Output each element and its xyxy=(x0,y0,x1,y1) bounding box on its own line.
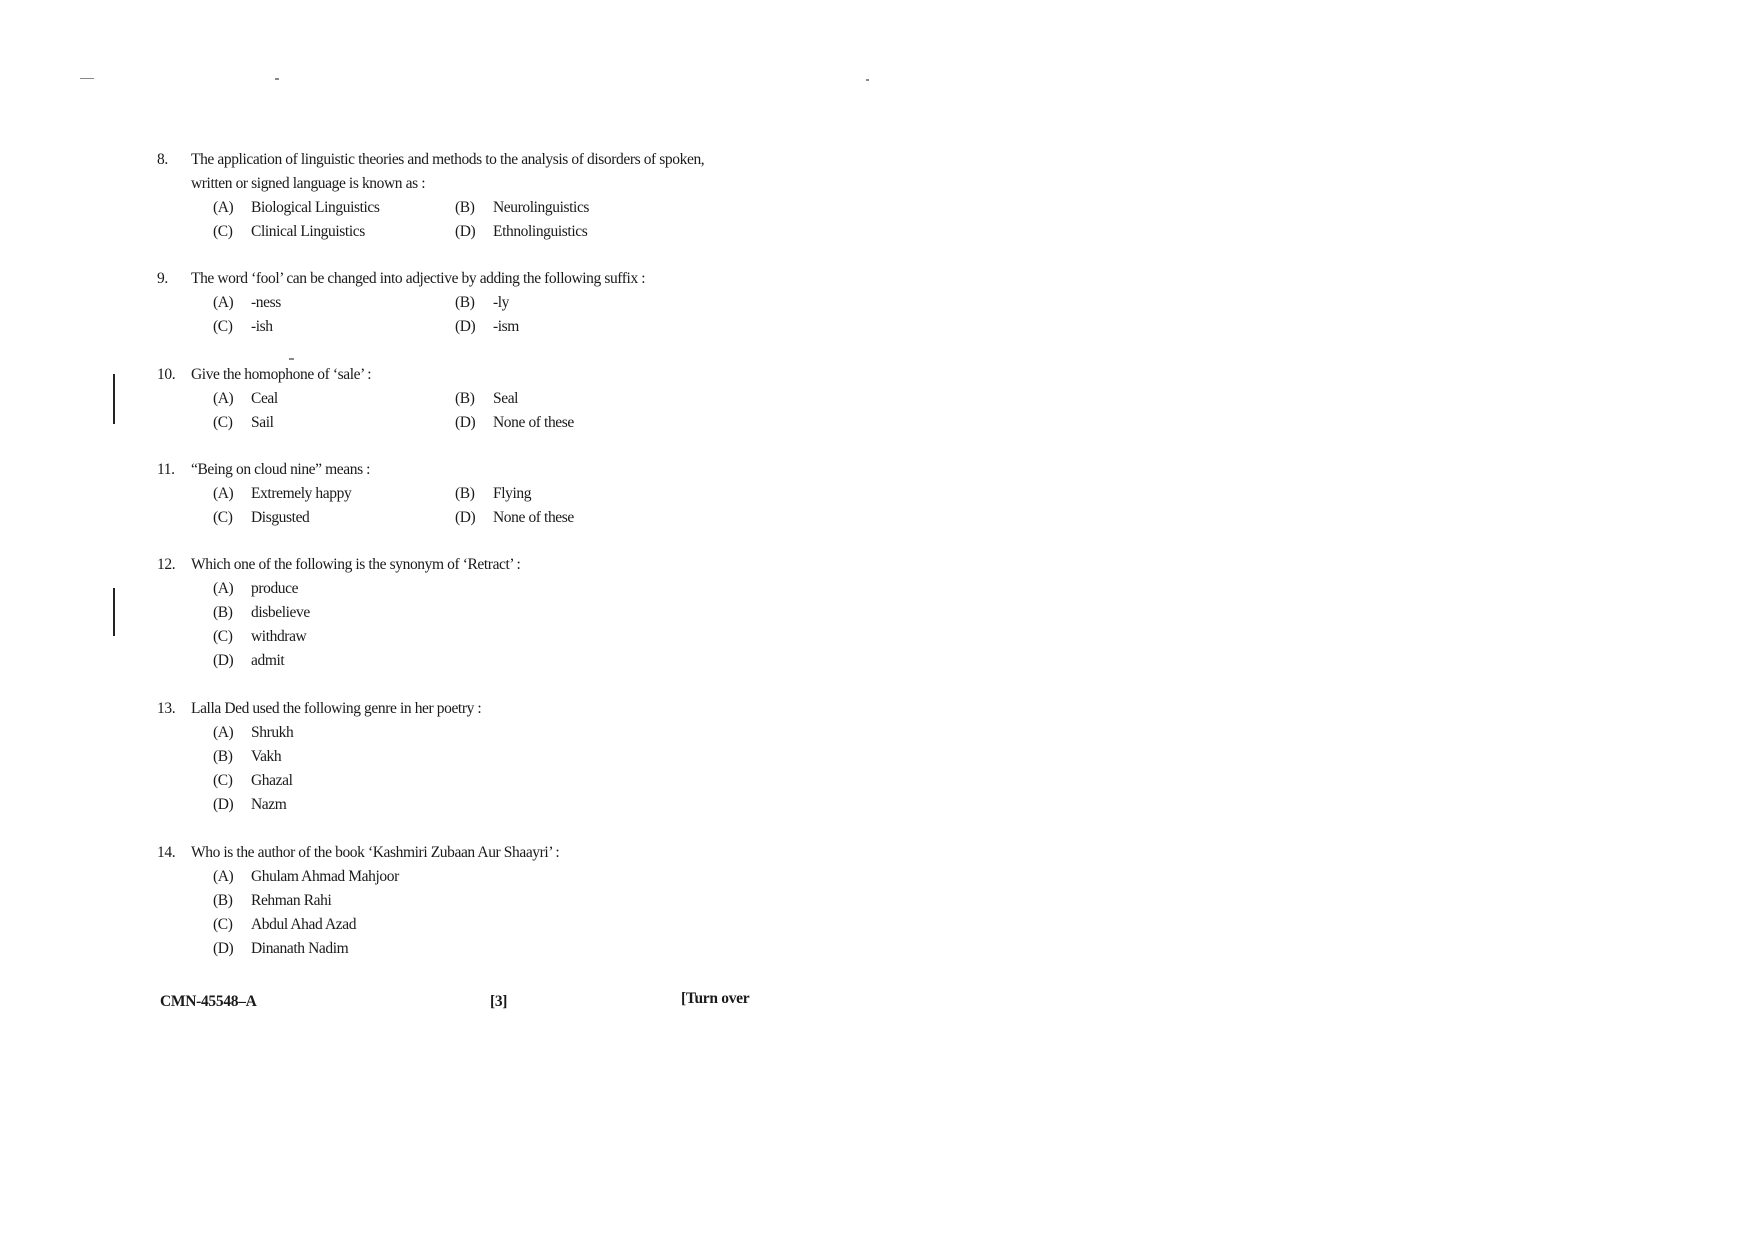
option-label: (B) xyxy=(213,748,233,765)
option-b[interactable] xyxy=(213,745,455,769)
question-text: “Being on cloud nine” means : xyxy=(191,461,371,478)
question-text: The application of linguistic theories and methods to the analysis of disorders of spoken, written or signed language is known as : xyxy=(191,151,705,192)
option-d[interactable] xyxy=(455,411,697,435)
question-12 xyxy=(157,553,717,673)
scan-speck xyxy=(275,78,279,80)
option-text: Ceal xyxy=(251,390,278,407)
option-text: withdraw xyxy=(251,628,307,645)
option-label: (A) xyxy=(213,294,234,311)
question-14 xyxy=(157,841,717,961)
option-label: (D) xyxy=(455,223,476,240)
option-d[interactable] xyxy=(455,315,697,339)
option-text: Rehman Rahi xyxy=(251,892,332,909)
options-grid xyxy=(213,482,717,530)
option-label: (D) xyxy=(213,652,234,669)
option-b[interactable] xyxy=(455,482,697,506)
options-list xyxy=(213,577,717,673)
option-label: (C) xyxy=(213,223,233,240)
question-13 xyxy=(157,697,717,817)
question-number: 9. xyxy=(157,270,168,287)
option-text: Nazm xyxy=(251,796,287,813)
option-d[interactable] xyxy=(455,506,697,530)
option-label: (C) xyxy=(213,916,233,933)
option-text: Dinanath Nadim xyxy=(251,940,349,957)
question-number: 8. xyxy=(157,151,168,168)
option-b[interactable] xyxy=(455,196,697,220)
options-grid xyxy=(213,291,717,339)
option-text: Clinical Linguistics xyxy=(251,223,365,240)
option-a[interactable] xyxy=(213,721,455,745)
option-c[interactable] xyxy=(213,506,455,530)
option-b[interactable] xyxy=(455,291,697,315)
option-text: Ghulam Ahmad Mahjoor xyxy=(251,868,399,885)
option-a[interactable] xyxy=(213,577,455,601)
option-text: Ethnolinguistics xyxy=(493,223,588,240)
question-9 xyxy=(157,267,717,339)
options-list xyxy=(213,865,717,961)
paper-code: CMN-45548–A xyxy=(160,993,257,1010)
question-8 xyxy=(157,148,717,244)
option-label: (A) xyxy=(213,868,234,885)
question-number: 14. xyxy=(157,844,176,861)
scan-speck xyxy=(866,79,869,81)
option-d[interactable] xyxy=(213,649,455,673)
question-text: Who is the author of the book ‘Kashmiri Zubaan Aur Shaayri’ : xyxy=(191,844,560,861)
question-text: Which one of the following is the synonym of ‘Retract’ : xyxy=(191,556,521,573)
turn-over-label: [Turn over xyxy=(681,990,750,1007)
option-label: (A) xyxy=(213,485,234,502)
option-text: admit xyxy=(251,652,285,669)
option-label: (C) xyxy=(213,628,233,645)
option-text: Seal xyxy=(493,390,519,407)
question-text: The word ‘fool’ can be changed into adjective by adding the following suffix : xyxy=(191,270,646,287)
option-b[interactable] xyxy=(213,889,455,913)
option-text: None of these xyxy=(493,509,574,526)
option-text: Vakh xyxy=(251,748,282,765)
option-label: (A) xyxy=(213,390,234,407)
option-text: Shrukh xyxy=(251,724,294,741)
option-b[interactable] xyxy=(455,387,697,411)
options-grid xyxy=(213,387,717,435)
option-label: (B) xyxy=(213,604,233,621)
option-text: Disgusted xyxy=(251,509,310,526)
options-grid xyxy=(213,196,717,244)
option-label: (A) xyxy=(213,199,234,216)
question-number: 13. xyxy=(157,700,176,717)
option-a[interactable] xyxy=(213,482,455,506)
option-c[interactable] xyxy=(213,913,455,937)
option-text: Ghazal xyxy=(251,772,293,789)
option-label: (B) xyxy=(213,892,233,909)
question-number: 10. xyxy=(157,366,176,383)
option-label: (D) xyxy=(455,414,476,431)
option-label: (B) xyxy=(455,485,475,502)
margin-mark xyxy=(113,588,115,636)
option-label: (B) xyxy=(455,390,475,407)
option-label: (A) xyxy=(213,724,234,741)
option-text: produce xyxy=(251,580,299,597)
option-c[interactable] xyxy=(213,769,455,793)
page-number: [3] xyxy=(490,993,508,1010)
option-text: None of these xyxy=(493,414,574,431)
option-text: Biological Linguistics xyxy=(251,199,380,216)
option-label: (D) xyxy=(455,318,476,335)
option-text: -ish xyxy=(251,318,273,335)
option-label: (C) xyxy=(213,414,233,431)
option-text: Flying xyxy=(493,485,532,502)
option-text: -ly xyxy=(493,294,510,311)
option-d[interactable] xyxy=(455,220,697,244)
option-text: -ness xyxy=(251,294,281,311)
question-text: Lalla Ded used the following genre in her poetry : xyxy=(191,700,482,717)
option-b[interactable] xyxy=(213,601,455,625)
option-c[interactable] xyxy=(213,625,455,649)
option-c[interactable] xyxy=(213,315,455,339)
option-d[interactable] xyxy=(213,937,455,961)
question-number: 11. xyxy=(157,461,175,478)
option-d[interactable] xyxy=(213,793,455,817)
option-text: disbelieve xyxy=(251,604,310,621)
question-10 xyxy=(157,363,717,435)
option-text: Sail xyxy=(251,414,274,431)
margin-mark xyxy=(113,374,115,424)
question-text: Give the homophone of ‘sale’ : xyxy=(191,366,372,383)
scan-speck xyxy=(80,78,94,79)
option-label: (C) xyxy=(213,318,233,335)
option-label: (D) xyxy=(455,509,476,526)
option-label: (D) xyxy=(213,796,234,813)
option-a[interactable] xyxy=(213,291,455,315)
option-label: (B) xyxy=(455,199,475,216)
question-number: 12. xyxy=(157,556,176,573)
option-text: Extremely happy xyxy=(251,485,352,502)
option-label: (C) xyxy=(213,772,233,789)
scan-speck xyxy=(289,358,294,360)
option-label: (D) xyxy=(213,940,234,957)
option-c[interactable] xyxy=(213,411,455,435)
option-a[interactable] xyxy=(213,387,455,411)
option-text: -ism xyxy=(493,318,519,335)
option-c[interactable] xyxy=(213,220,455,244)
option-a[interactable] xyxy=(213,865,455,889)
option-text: Abdul Ahad Azad xyxy=(251,916,357,933)
option-a[interactable] xyxy=(213,196,455,220)
options-list xyxy=(213,721,717,817)
option-label: (B) xyxy=(455,294,475,311)
question-11 xyxy=(157,458,717,530)
option-label: (A) xyxy=(213,580,234,597)
option-text: Neurolinguistics xyxy=(493,199,590,216)
option-label: (C) xyxy=(213,509,233,526)
